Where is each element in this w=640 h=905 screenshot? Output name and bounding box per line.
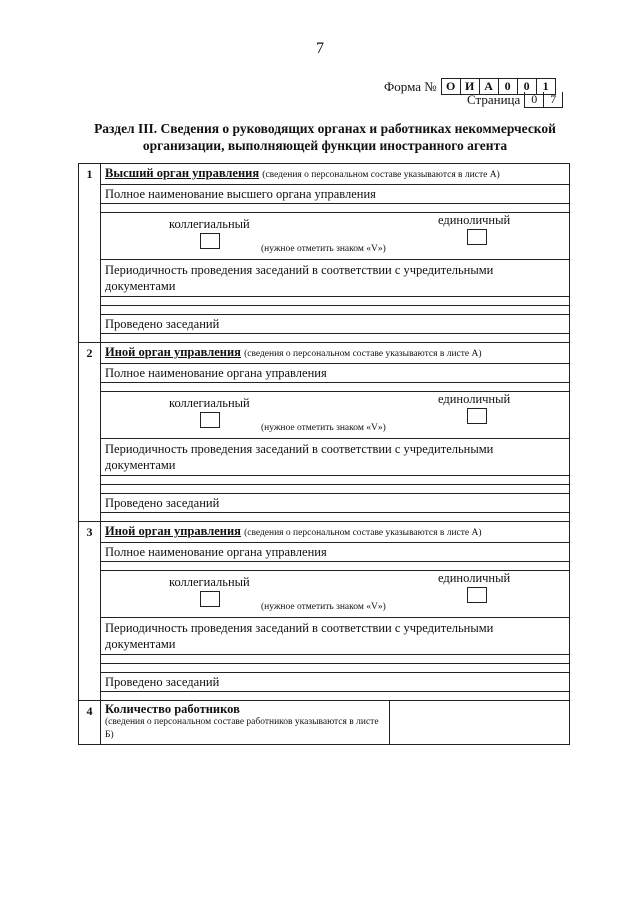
held-label: Проведено заседаний: [101, 673, 569, 692]
periodicity-field[interactable]: [101, 297, 569, 306]
check-hint: (нужное отметить знаком «V»): [261, 423, 386, 433]
block-number: 3: [79, 522, 101, 700]
staff-note: (сведения о персональном составе работников указываются в листе Б): [105, 717, 379, 740]
held-label: Проведено заседаний: [101, 494, 569, 513]
org-title: Иной орган управления: [105, 524, 241, 538]
org-title: Высший орган управления: [105, 166, 260, 180]
governance-type-choice: [101, 571, 569, 618]
name-label: Полное наименование органа управления: [101, 543, 569, 562]
form-code-cell: И: [460, 79, 479, 94]
form-code-cell: О: [445, 79, 456, 93]
org-note: (сведения о персональном составе указываются в листе А): [244, 349, 482, 359]
page-code: [467, 92, 563, 108]
page-code-cell: 7: [543, 92, 562, 107]
collegial-checkbox[interactable]: [200, 591, 220, 607]
block-number: 4: [79, 701, 101, 744]
form-label: Форма №: [384, 78, 437, 94]
name-label: Полное наименование органа управления: [101, 364, 569, 383]
collegial-label: коллегиальный: [169, 575, 250, 589]
org-note: (сведения о персональном составе указываются в листе А): [244, 528, 482, 538]
staff-count-field[interactable]: [390, 701, 569, 744]
collegial-label: коллегиальный: [169, 396, 250, 410]
block-header: [101, 343, 569, 364]
periodicity-field[interactable]: [101, 664, 569, 673]
org-title: Иной орган управления: [105, 345, 241, 359]
section-title: Раздел III. Сведения о руководящих органах и работниках некоммерческой организации, выполняющей функции иностранного агента: [94, 121, 556, 153]
governance-block: [79, 521, 569, 700]
collegial-label: коллегиальный: [169, 217, 250, 231]
staff-title: Количество работников: [105, 702, 240, 716]
periodicity-field[interactable]: [101, 476, 569, 485]
name-label: Полное наименование высшего органа управления: [101, 185, 569, 204]
org-note: (сведения о персональном составе указываются в листе А): [262, 170, 500, 180]
page-number: 7: [316, 40, 324, 57]
block-header: [101, 164, 569, 185]
staff-block: [79, 700, 569, 745]
governance-block: [79, 342, 569, 521]
periodicity-label: Периодичность проведения заседаний в соответствии с учредительными документами: [101, 439, 569, 476]
form-code-cell: 0: [517, 79, 536, 94]
held-label: Проведено заседаний: [101, 315, 569, 334]
form-code-cell: А: [479, 79, 498, 94]
single-checkbox[interactable]: [467, 408, 487, 424]
held-field[interactable]: [101, 334, 569, 342]
single-label: единоличный: [438, 213, 511, 227]
page-code-cell: 0: [531, 92, 538, 106]
name-field[interactable]: [101, 383, 569, 392]
periodicity-field[interactable]: [101, 485, 569, 494]
staff-label-cell: [101, 701, 390, 744]
form-code-cell: 1: [536, 79, 555, 94]
check-hint: (нужное отметить знаком «V»): [261, 602, 386, 612]
collegial-checkbox[interactable]: [200, 233, 220, 249]
governance-type-choice: [101, 392, 569, 439]
block-header: [101, 522, 569, 543]
collegial-checkbox[interactable]: [200, 412, 220, 428]
page-code-cells: [524, 92, 563, 108]
check-hint: (нужное отметить знаком «V»): [261, 244, 386, 254]
single-checkbox[interactable]: [467, 587, 487, 603]
name-field[interactable]: [101, 562, 569, 571]
periodicity-field[interactable]: [101, 306, 569, 315]
form-code-cell: 0: [498, 79, 517, 94]
periodicity-field[interactable]: [101, 655, 569, 664]
held-field[interactable]: [101, 692, 569, 700]
single-label: единоличный: [438, 392, 511, 406]
single-checkbox[interactable]: [467, 229, 487, 245]
periodicity-label: Периодичность проведения заседаний в соответствии с учредительными документами: [101, 260, 569, 297]
block-number: 2: [79, 343, 101, 521]
governance-block: [79, 163, 569, 342]
governance-type-choice: [101, 213, 569, 260]
held-field[interactable]: [101, 513, 569, 521]
block-number: 1: [79, 164, 101, 342]
governance-table: [78, 163, 570, 745]
single-label: единоличный: [438, 571, 511, 585]
page-label: Страница: [467, 92, 521, 107]
name-field[interactable]: [101, 204, 569, 213]
periodicity-label: Периодичность проведения заседаний в соответствии с учредительными документами: [101, 618, 569, 655]
